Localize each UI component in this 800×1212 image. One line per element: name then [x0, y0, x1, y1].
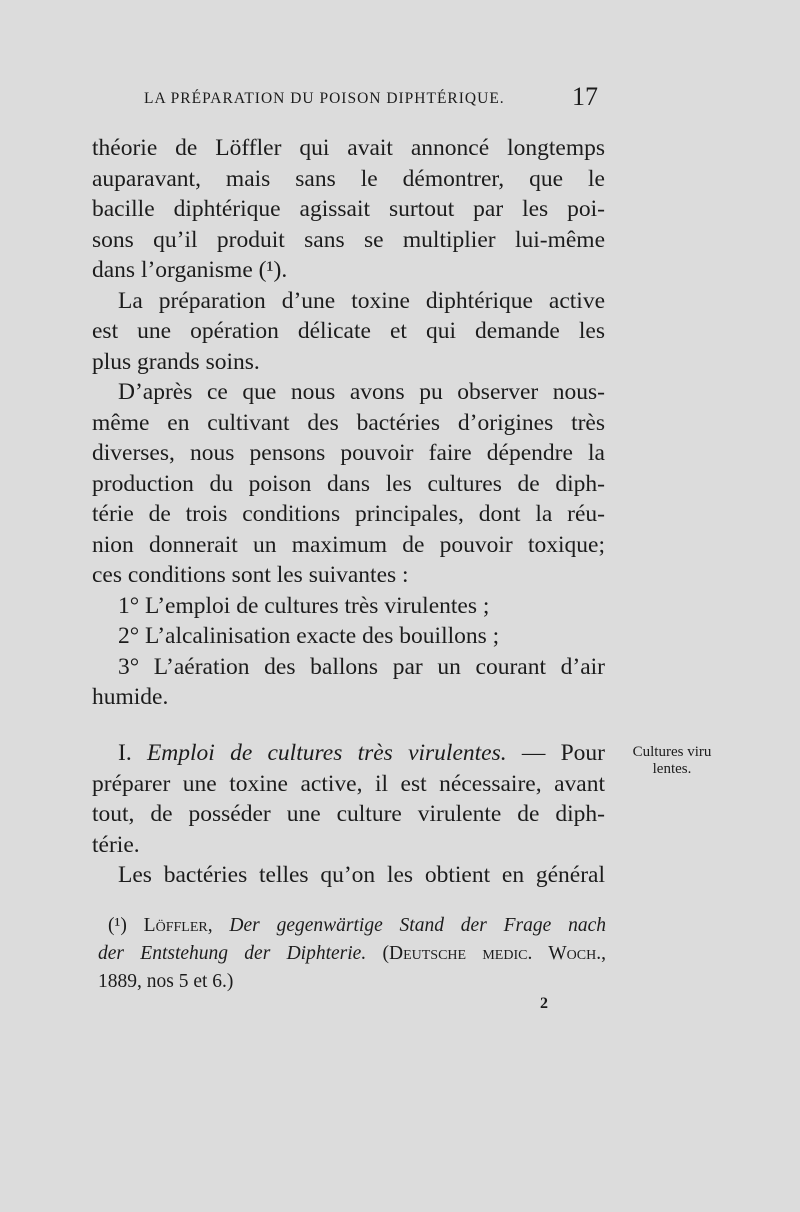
text-line: théorie de Löffler qui avait annoncé longtemps	[92, 135, 605, 161]
text-line: D’après ce que nous avons pu observer nous-	[118, 379, 605, 405]
footnote-line	[98, 940, 606, 968]
list-item: 3° L’aération des ballons par un courant d’air	[118, 653, 605, 680]
section-first-line-rest: — Pour	[521, 740, 606, 766]
text-line: térie.	[92, 831, 140, 858]
section-number: I.	[118, 740, 132, 766]
text-line: est une opération délicate et qui demande les	[92, 318, 605, 344]
margin-note-line: lentes.	[652, 761, 692, 777]
footnote-author: Löffler,	[143, 915, 213, 936]
text-line: préparer une toxine active, il est nécessaire, avant	[92, 770, 605, 797]
footnote-journal: (Deutsche medic. Woch.,	[382, 943, 606, 964]
page-number: 17	[572, 82, 598, 111]
text-line: térie de trois conditions principales, dont la réu-	[92, 501, 605, 527]
text-line: sons qu’il produit sans se multiplier lui-même	[92, 226, 605, 253]
margin-note	[617, 744, 727, 778]
margin-note-line: Cultures viru	[632, 744, 712, 760]
footnote-title: der Entstehung der Diphterie.	[98, 943, 367, 964]
text-line: tout, de posséder une culture virulente de diph-	[92, 801, 605, 827]
section-emploi-cultures	[92, 738, 605, 891]
footnote-title: Der gegenwärtige Stand der Frage nach	[229, 915, 606, 936]
text-line: plus grands soins.	[92, 348, 260, 375]
footnote	[98, 912, 606, 996]
list-item: 1° L’emploi de cultures très virulentes ;	[118, 592, 490, 619]
text-line: production du poison dans les cultures de diph-	[92, 470, 605, 497]
text-line: ces conditions sont les suivantes :	[92, 562, 409, 588]
text-line: même en cultivant des bactéries d’origines très	[92, 409, 605, 436]
section-title: Emploi de cultures très virulentes.	[146, 740, 507, 766]
text-line: diverses, nous pensons pouvoir faire dépendre la	[92, 440, 605, 466]
text-line: bacille diphtérique agissait surtout par les poi-	[92, 196, 605, 222]
text-line: humide.	[92, 684, 169, 710]
text-line: La préparation d’une toxine diphtérique active	[118, 287, 605, 314]
text-line: Les bactéries telles qu’on les obtient en général	[118, 862, 605, 888]
footnote-line	[98, 912, 606, 940]
text-line: dans l’organisme (¹).	[92, 257, 288, 283]
signature-mark: 2	[540, 995, 548, 1012]
section-heading-line	[92, 738, 605, 769]
body-text	[92, 133, 605, 713]
text-line: auparavant, mais sans le démontrer, que le	[92, 165, 605, 192]
list-item: 2° L’alcalinisation exacte des bouillons ;	[118, 623, 500, 649]
footnote-line: 1889, nos 5 et 6.)	[98, 971, 234, 992]
footnote-marker: (¹)	[108, 915, 127, 936]
text-line: nion donnerait un maximum de pouvoir toxique;	[92, 531, 605, 558]
running-title: LA PRÉPARATION DU POISON DIPHTÉRIQUE.	[144, 90, 505, 107]
